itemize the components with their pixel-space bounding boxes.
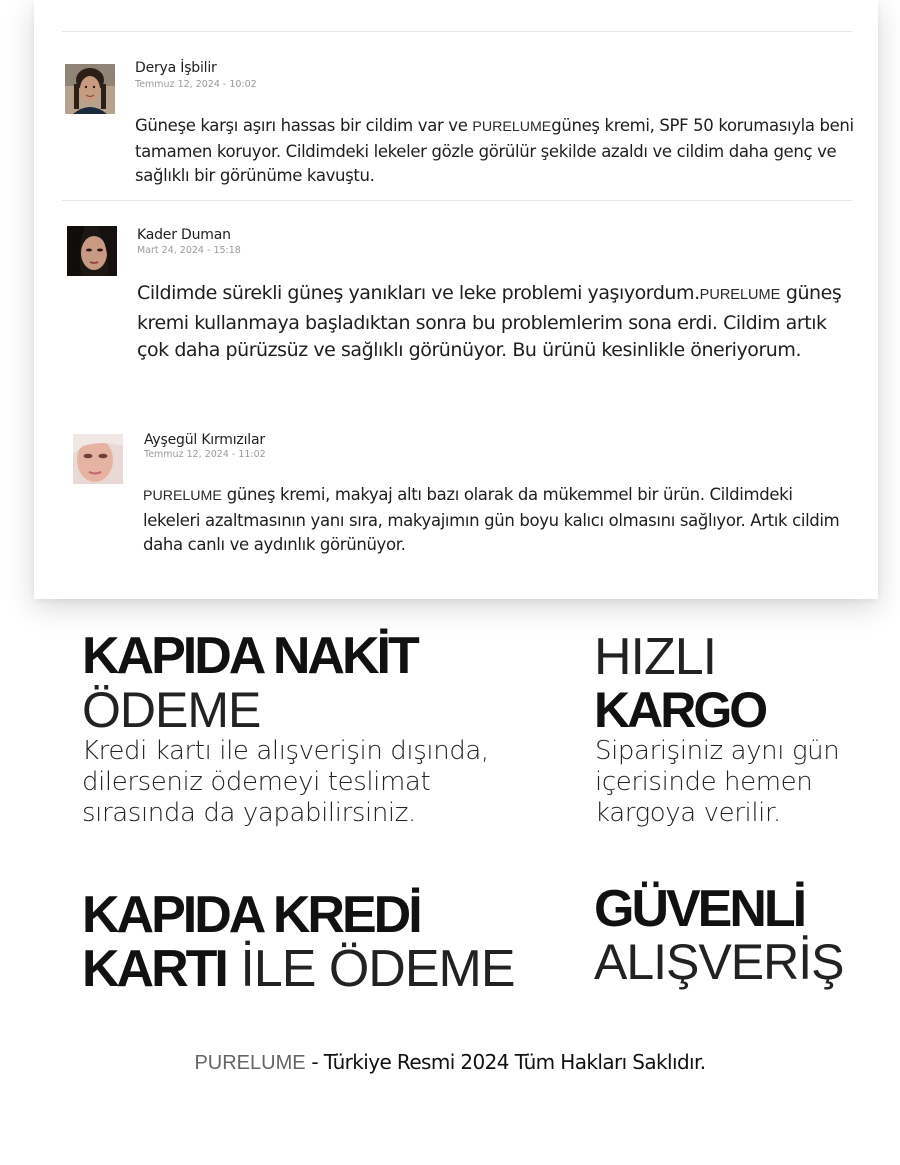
feature-title-bold: GÜVENLİ [594, 880, 805, 938]
footer-text: - Türkiye Resmi 2024 Tüm Hakları Saklıdır. [305, 1050, 706, 1074]
reviewer-name: Kader Duman [137, 227, 231, 243]
review-text-part: güneş kremi, SPF 50 korumasıyla beni tamamen koruyor. Cildimdeki lekeler gözle görülür şekilde azaldı ve cildim daha genç ve sağlıklı bir görünüme kavuştu. [135, 116, 854, 185]
review-text-part: Cildimde sürekli güneş yanıkları ve leke problemi yaşıyordum. [137, 282, 700, 304]
reviewer-name: Ayşegül Kırmızılar [144, 432, 265, 448]
review-text [143, 483, 843, 558]
reviewer-name: Derya İşbilir [135, 60, 217, 76]
feature-title-thin: ÖDEME [82, 682, 261, 738]
brand-name: PURELUME [143, 488, 222, 504]
feature-cash-desc: Kredi kartı ile alışverişin dışında, dilerseniz ödemeyi teslimat sırasında da yapabilirsiniz. [82, 736, 489, 828]
feature-title-thin: İLE ÖDEME [240, 940, 515, 998]
footer-brand: PURELUME [194, 1052, 306, 1074]
brand-name: PURELUME [472, 119, 552, 135]
review-text-part: güneş kremi, makyaj altı bazı olarak da mükemmel bir ürün. Cildimdeki lekeleri azaltmasının yanı sıra, makyajımın gün boyu kalıcı olmasını sağlıyor. Artık cildim daha canlı ve aydınlık görünüyor. [143, 485, 840, 554]
feature-title-bold: KAPIDA KREDİ [82, 886, 420, 944]
review-text [137, 280, 847, 365]
feature-cash-on-delivery [82, 628, 417, 736]
divider [62, 200, 852, 201]
brand-name: PURELUME [699, 287, 781, 303]
feature-title-bold: KAPIDA NAKİT [82, 627, 417, 685]
feature-shipping-desc: Siparişiniz aynı gün içerisinde hemen kargoya verilir. [595, 736, 840, 828]
feature-title-bold: KARGO [594, 682, 766, 738]
divider [62, 31, 852, 32]
review-text-part: güneş kremi kullanmaya başladıktan sonra bu problemlerim sona erdi. Cildim artık çok daha pürüzsüz ve sağlıklı görünüyor. Bu ürünü kesinlikle öneriyorum. [137, 282, 842, 361]
avatar [73, 434, 123, 484]
review-text [135, 114, 855, 189]
feature-title-line [82, 942, 515, 996]
review-date: Mart 24, 2024 - 15:18 [137, 245, 241, 256]
review-date: Temmuz 12, 2024 - 10:02 [135, 79, 257, 90]
feature-title-thin: ALIŞVERİŞ [594, 934, 844, 990]
avatar [67, 226, 117, 276]
review-text-part: Güneşe karşı aşırı hassas bir cildim var ve [135, 116, 473, 135]
footer-copyright [0, 1050, 900, 1075]
avatar [65, 64, 115, 114]
feature-fast-shipping [594, 630, 765, 736]
reviews-card [34, 0, 878, 599]
feature-secure-shopping [594, 882, 843, 988]
feature-title-thin: HIZLI [594, 628, 717, 686]
feature-title-bold: KARTI [82, 940, 226, 998]
review-date: Temmuz 12, 2024 - 11:02 [144, 449, 266, 460]
feature-card-on-delivery [82, 888, 515, 996]
